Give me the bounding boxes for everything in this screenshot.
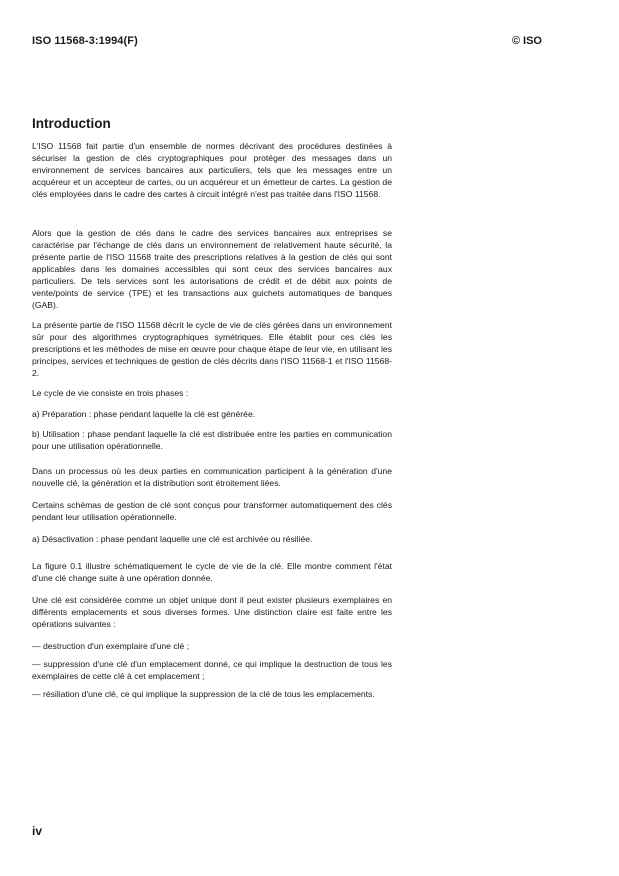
paragraph-generation-distribution: Dans un processus où les deux parties en communication participent à la génération d'une nouvelle clé, la génération et la distribution sont étroitement liées. [32, 466, 392, 488]
list-item-preparation: a) Préparation : phase pendant laquelle la clé est générée. [32, 409, 256, 419]
list-item-destruction: — destruction d'un exemplaire d'une clé ; [32, 641, 190, 651]
document-identifier: ISO 11568-3:1994(F) [32, 35, 138, 47]
paragraph-figure-reference: La figure 0.1 illustre schématiquement le cycle de vie de la clé. Elle montre comment l'état d'une clé change suite à une opération donnée. [32, 561, 392, 583]
list-item-suppression: — suppression d'une clé d'un emplacement donné, ce qui implique la destruction de tous les exemplaires de cette clé à cet emplacement ; [32, 659, 392, 681]
list-item-utilisation: b) Utilisation : phase pendant laquelle la clé est distribuée entre les parties en communication pour une utilisation opérationnelle. [32, 429, 392, 451]
section-title: Introduction [32, 116, 111, 131]
paragraph-key-object: Une clé est considérée comme un objet unique dont il peut exister plusieurs exemplaires en différents emplacements et sous diverses formes. Une distinction claire est faite entre les opérations suivantes : [32, 595, 392, 629]
page-number: iv [32, 824, 43, 838]
paragraph-retail-banking: Alors que la gestion de clés dans le cadre des services bancaires aux entreprises se caractérise par l'échange de clés dans un environnement de relativement haute sécurité, la présente partie de l'ISO 11568 traite des prescriptions relatives à la gestion de clés qui sont applicables dans les domaines accessibles qui sont ceux des services bancaires aux particuliers. De tels services sont les autorisations de crédit et de débit aux points de vente/points de service (TPE) et les transactions aux guichets automatiques de banques (GAB). [32, 228, 392, 310]
list-item-deactivation: a) Désactivation : phase pendant laquelle une clé est archivée ou résiliée. [32, 534, 313, 544]
paragraph-iso-scope: L'ISO 11568 fait partie d'un ensemble de normes décrivant des procédures destinées à sécuriser la gestion de clés cryptographiques pour protéger des messages dans un environnement de services bancaires aux particuliers, tels que les messages entre un acquéreur et un accepteur de cartes, ou un acquéreur et un émetteur de cartes. La gestion de clés employées dans le cadre des cartes à circuit intégré n'est pas traitée dans l'ISO 11568. [32, 141, 392, 199]
paragraph-automatic-transformation: Certains schémas de gestion de clé sont conçus pour transformer automatiquement des clés pendant leur utilisation opérationnelle. [32, 500, 392, 522]
list-item-resiliation: — résiliation d'une clé, ce qui implique la suppression de la clé de tous les emplacements. [32, 689, 375, 699]
paragraph-life-cycle-description: La présente partie de l'ISO 11568 décrit le cycle de vie de clés gérées dans un environnement sûr pour des algorithmes cryptographiques symétriques. Elle établit pour ces clés les prescriptions et les méthodes de mise en œuvre pour chaque étape de leur vie, en utilisant les principes, services et techniques de gestion de clés décrits dans l'ISO 11568-1 et l'ISO 11568-2. [32, 320, 392, 378]
paragraph-three-phases: Le cycle de vie consiste en trois phases : [32, 388, 189, 398]
copyright-notice: © ISO [511, 35, 542, 47]
